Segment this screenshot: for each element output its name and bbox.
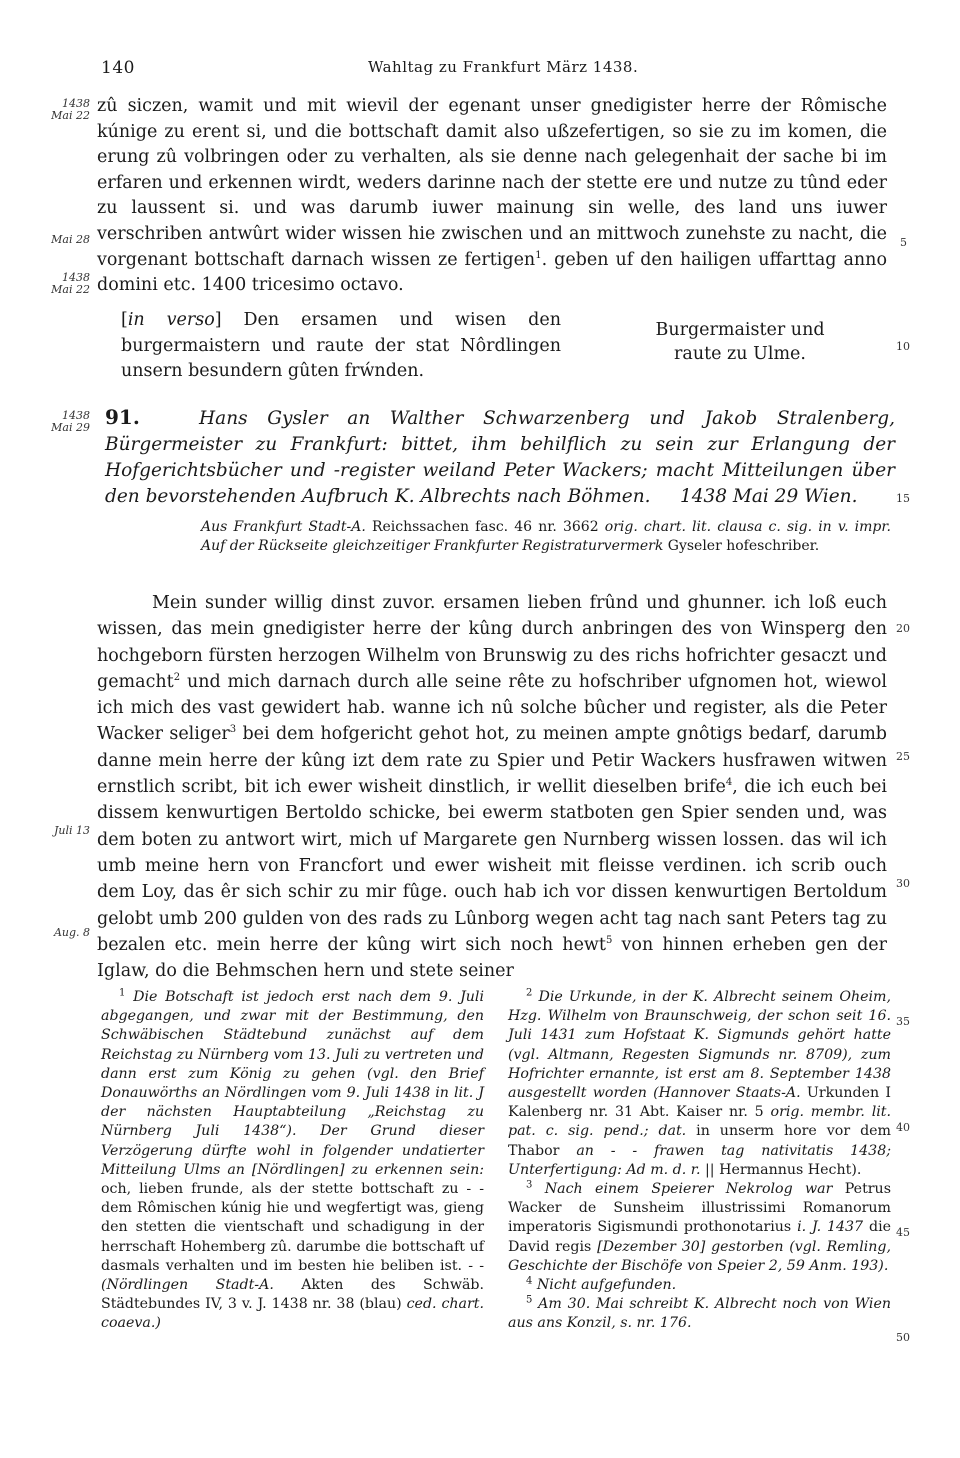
footnote-text: orig. membr. lit. pat. c. sig. pend.; dat. xyxy=(508,1104,891,1140)
footnote-number: 2 xyxy=(526,987,533,999)
footnote-5 xyxy=(508,1295,891,1333)
margin-date: 1438 Mai 22 xyxy=(51,97,90,122)
footnote-quote: och, lieben frunde, als der stette bottschaft zu - - dem Rômischen kúnig hie und wegfertigt was, gieng den stetten die vientschaft und schadigung in der herrschaft Hohemberg zû. darumbe die bottschaft uf dasmals verhalten und im besten hie beliben ist. - - xyxy=(101,1181,484,1274)
line-number: 30 xyxy=(896,877,910,890)
line-number: 20 xyxy=(896,622,910,635)
footnote-quote: Petrus Wacker de Sunsheim illustrissimi Romanorum imperatoris Sigismundi prothonotarius xyxy=(508,1181,891,1236)
footnote-4 xyxy=(508,1276,891,1295)
line-number: 10 xyxy=(896,340,910,353)
address-text: Den ersamen und wisen den burgermaistern und raute der stat Nôrdlingen unsern besundern gûten frẃnden. xyxy=(121,310,561,382)
line-number: 5 xyxy=(900,236,907,249)
margin-date: Aug. 8 xyxy=(53,926,90,939)
margin-date: Mai 28 xyxy=(51,233,90,246)
doc-date: 1438 Mai 29 Wien. xyxy=(679,486,858,507)
footnote-number: 1 xyxy=(119,987,126,999)
line-number: 40 xyxy=(896,1121,910,1134)
line-number: 25 xyxy=(896,750,910,763)
footnote-text: (Nördlingen Stadt-A. xyxy=(101,1277,274,1294)
footnote-ref: 3 xyxy=(229,724,237,736)
line-number: 45 xyxy=(896,1226,910,1239)
footnote-text: Nach einem Speierer Nekrolog war xyxy=(544,1181,833,1198)
doc90-dating: . geben uf den hailigen uffarttag anno domini etc. 1400 tricesimo octavo. xyxy=(97,249,887,296)
doc-summary: Hans Gysler an Walther Schwarzenberg und Jakob Stralenberg, Bürgermeister zu Frankfurt: bittet, ihm behilflich zu sein zur Erlangung der Hofgerichtsbücher und -register weiland Peter Wackers; macht Mitteilungen über den bevorstehenden Aufbruch K. Albrechts nach Böhmen. xyxy=(105,408,896,507)
doc90-body: zû siczen, wamit und mit wievil der egenant unser gnedigister herre der Rômische kúnige zu erent si, und die bottschaft damit also ußzefertigen, so sie zu im komen, die erung zû volbringen oder zu verhalten, als sie denne nach gelegenhait der sache bi im erfaren und erkennen wirdt, weders darinne nach der stette ere und nutze zu tûnd eder zu laussent si. und was darumb iuwer mainung sin welle, des land uns iuwer verschriben antwûrt wider wissen hie zwischen und an mittwoch zunehste zu nacht, die vorgenant bottschaft darnach wissen ze fertigen xyxy=(97,96,887,270)
source-description: orig. chart. lit. clausa c. sig. in v. impr. Auf der Rückseite gleichzeitiger Frankfurter Registraturvermerk xyxy=(201,519,891,554)
source-endorsement: Gyseler hofeschriber. xyxy=(667,538,820,554)
line-number: 35 xyxy=(896,1015,910,1028)
footnote-number: 4 xyxy=(526,1275,533,1287)
footnote-1 xyxy=(101,988,484,1334)
footnote-number: 3 xyxy=(526,1179,533,1191)
footnote-text: Die Urkunde, in der K. Albrecht seinem Oheim, Hzg. Wilhelm von Braunschweig, der schon seit 16. Juli 1431 zum Hofstaat K. Sigmunds gehört hatte (vgl. Altmann, Regesten Sigmunds nr. 8709), zum Hofrichter ernannte, ist erst am 8. September 1438 ausgestellt worden (Hannover Staats-A. xyxy=(508,989,891,1102)
footnote-3 xyxy=(508,1180,891,1276)
footnote-text: ced. chart. coaeva.) xyxy=(101,1296,484,1332)
doc90-text xyxy=(97,94,887,299)
letter-text: bei dem hofgericht gehot hot, zu meinen ampte gnôtigs bedarf, darumb danne mein herre der kûng izt dem rate zu Spier und Petir Wackers husfrawen witwen ernstlich scribt, bit ich ewer wisheit dinstlich, ir wellit dieselben brife xyxy=(97,724,887,798)
source-note xyxy=(201,518,891,556)
footnote-text: Die Botschaft ist jedoch erst nach dem 9. Juli abgegangen, und zwar mit der Bestimmung, den Schwäbischen Städtebund zunächst auf dem Reichstag zu Nürnberg vom 13. Juli zu vertreten und dann erst zum König zu gehen (vgl. den Brief Donauwörths an Nördlingen vom 9. Juli 1438 in lit. J der nächsten Hauptabteilung „Reichstag zu Nürnberg Juli 1438“). Der Grund dieser Verzögerung dürfte wohl in folgender undatierter Mitteilung Ulms an [Nördlingen] zu erkennen sein: xyxy=(101,989,485,1178)
footnotes-left xyxy=(101,988,484,1334)
footnote-2 xyxy=(508,988,891,1180)
address-block: [in verso] Den ersamen und wisen den burgermaistern und raute der stat Nôrdlingen unsern besundern gûten frẃnden. xyxy=(121,310,561,382)
line-number: 15 xyxy=(896,492,910,505)
footnote-text: [Dezember 30] gestorben (vgl. Remling, Geschichte der Bischöfe von Speier 2, 59 Anm. 193). xyxy=(508,1238,891,1274)
doc91-heading xyxy=(105,404,895,510)
margin-date: 1438 Mai 29 xyxy=(51,409,90,434)
footnote-quote: die David regis xyxy=(508,1219,891,1255)
footnote-ref: 2 xyxy=(173,672,181,684)
footnote-number: 5 xyxy=(526,1294,533,1306)
letter-text: von hinnen erheben gen der Iglaw, do die Behmschen hern und stete seiner xyxy=(97,934,887,982)
doc-number: 91. xyxy=(105,405,140,429)
footnote-text: || Hermannus Hecht). xyxy=(705,1161,862,1178)
footnote-text: Am 30. Mai schreibt K. Albrecht noch von Wien aus ans Konzil, s. nr. 176. xyxy=(508,1296,891,1332)
footnote-text: Urkunden I Kalenberg nr. 31 Abt. Kaiser nr. 5 xyxy=(508,1085,891,1121)
letter-text: , die ich euch bei dissem kenwurtigen Bertoldo schicke, bei ewerm statboten gen Spier senden und, was dem boten zu antwort wirt, mich uf Margarete gen Nurnberg wissen lossen. das wil ich umb meine hern von Francfort und ewer wisheit mit fleisse verdinen. ich scrib ouch dem Loy, das êr sich schir zu mir fûge. ouch hab ich vor dissen kenwurtigen Bertoldum gelobt umb 200 gulden von des rads zu Lûnborg wegen acht tag nach sant Peters tag zu bezalen etc. mein herre der kûng wirt sich noch hewt xyxy=(97,777,888,955)
footnote-text: Nicht aufgefunden. xyxy=(536,1277,677,1294)
doc91-body xyxy=(97,590,887,984)
footnotes-right xyxy=(508,988,891,1334)
footnote-text: an - - frawen tag nativitatis 1438; Unterfertigung: Ad m. d. r. xyxy=(508,1142,891,1178)
page-number: 140 xyxy=(101,58,135,78)
letter-text: und mich darnach durch alle seine rête zu hofschriber ufgnomen hot, wiewol ich mich des vast gewidert hab. wanne ich nû solche bûcher und register, als die Peter Wacker seliger xyxy=(97,671,887,745)
footnote-text: in unserm hore vor dem Thabor xyxy=(508,1123,891,1159)
margin-date: Juli 13 xyxy=(53,824,90,837)
footnote-text: Akten des Schwäb. Städtebundes IV, 3 v. J. 1438 nr. 38 (blau) xyxy=(101,1277,485,1313)
running-title: Wahltag zu Frankfurt März 1438. xyxy=(368,58,639,76)
line-number: 50 xyxy=(896,1331,910,1344)
verso-label: in verso xyxy=(127,310,215,330)
letter-text: Mein sunder willig dinst zuvor. ersamen lieben frûnd und ghunner. ich loß euch wissen, das mein gnedigister herre der kûng durch anbringen des von Winsperg den hochgeborn fürsten herzogen Wilhelm von Brunswig zu des richs hofrichter gesaczt und gemacht xyxy=(97,593,887,692)
footnote-ref: 5 xyxy=(605,935,613,947)
recipient-block: Burgermaister und raute zu Ulme. xyxy=(655,320,825,364)
footnote-text: i. J. 1437 xyxy=(797,1219,864,1236)
source-shelfmark: Reichssachen fasc. 46 nr. 3662 xyxy=(371,519,599,535)
source-archive: Aus Frankfurt Stadt-A. xyxy=(201,519,366,535)
footnote-ref: 1 xyxy=(535,249,542,261)
footnote-ref: 4 xyxy=(725,777,733,789)
margin-date: 1438 Mai 22 xyxy=(51,271,90,296)
